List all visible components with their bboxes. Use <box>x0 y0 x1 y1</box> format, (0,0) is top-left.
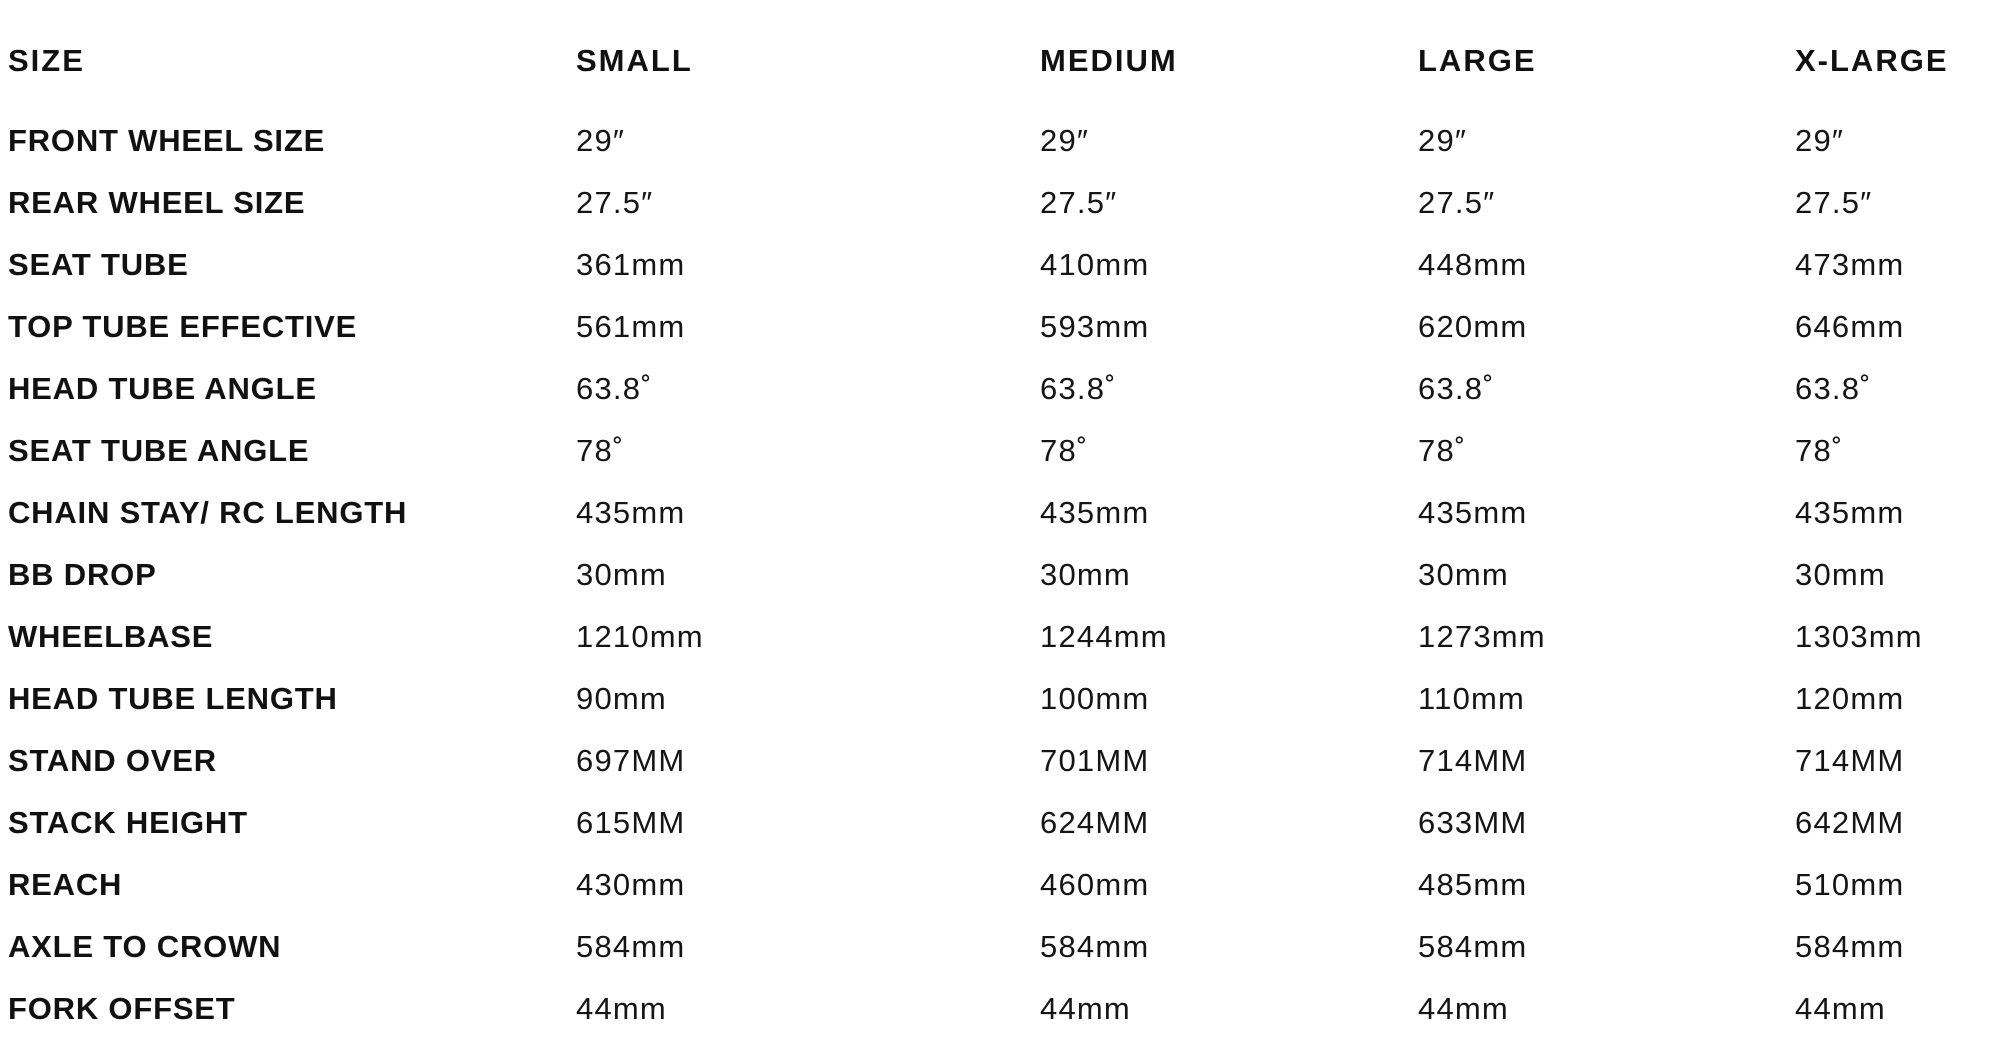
row-value: 435mm <box>1795 495 1905 530</box>
row-label: FORK OFFSET <box>8 991 236 1026</box>
row-value: 27.5″ <box>576 185 654 220</box>
table-row <box>8 488 1988 550</box>
table-row <box>8 550 1988 612</box>
row-value: 448mm <box>1418 247 1528 282</box>
row-value: 63.8˚ <box>1418 371 1495 406</box>
row-value: 44mm <box>1795 991 1886 1026</box>
row-label: WHEELBASE <box>8 619 214 654</box>
row-value: 646mm <box>1795 309 1905 344</box>
row-label: BB DROP <box>8 557 157 592</box>
header-small: SMALL <box>576 43 693 78</box>
table-row <box>8 364 1988 426</box>
row-value: 435mm <box>1040 495 1150 530</box>
row-value: 584mm <box>1795 929 1905 964</box>
row-value: 78˚ <box>1040 433 1089 468</box>
table-row <box>8 674 1988 736</box>
row-value: 120mm <box>1795 681 1905 716</box>
row-label: SEAT TUBE <box>8 247 189 282</box>
row-value: 30mm <box>576 557 667 592</box>
row-label: REAR WHEEL SIZE <box>8 185 306 220</box>
header-medium: MEDIUM <box>1040 43 1178 78</box>
row-value: 78˚ <box>1795 433 1844 468</box>
row-value: 435mm <box>1418 495 1528 530</box>
row-value: 44mm <box>576 991 667 1026</box>
row-label: REACH <box>8 867 123 902</box>
row-value: 29″ <box>1795 123 1845 158</box>
row-value: 697MM <box>576 743 686 778</box>
row-value: 63.8˚ <box>1040 371 1117 406</box>
row-value: 701MM <box>1040 743 1150 778</box>
row-label: SEAT TUBE ANGLE <box>8 433 310 468</box>
row-label: CHAIN STAY/ RC LENGTH <box>8 495 408 530</box>
row-value: 620mm <box>1418 309 1528 344</box>
row-value: 30mm <box>1795 557 1886 592</box>
row-label: TOP TUBE EFFECTIVE <box>8 309 358 344</box>
row-value: 1244mm <box>1040 619 1168 654</box>
row-value: 361mm <box>576 247 686 282</box>
geometry-table <box>8 36 1988 1046</box>
row-value: 1210mm <box>576 619 704 654</box>
row-label: HEAD TUBE LENGTH <box>8 681 338 716</box>
row-value: 510mm <box>1795 867 1905 902</box>
row-value: 430mm <box>576 867 686 902</box>
table-row <box>8 302 1988 364</box>
row-value: 615MM <box>576 805 686 840</box>
row-value: 410mm <box>1040 247 1150 282</box>
row-label: AXLE TO CROWN <box>8 929 282 964</box>
row-value: 29″ <box>1040 123 1090 158</box>
row-value: 593mm <box>1040 309 1150 344</box>
row-value: 1273mm <box>1418 619 1546 654</box>
row-value: 27.5″ <box>1418 185 1496 220</box>
table-row <box>8 612 1988 674</box>
row-value: 100mm <box>1040 681 1150 716</box>
row-value: 485mm <box>1418 867 1528 902</box>
row-value: 460mm <box>1040 867 1150 902</box>
row-value: 44mm <box>1040 991 1131 1026</box>
row-value: 63.8˚ <box>1795 371 1872 406</box>
row-value: 435mm <box>576 495 686 530</box>
table-row <box>8 922 1988 984</box>
row-value: 78˚ <box>576 433 625 468</box>
row-value: 27.5″ <box>1040 185 1118 220</box>
row-value: 642MM <box>1795 805 1905 840</box>
row-value: 1303mm <box>1795 619 1923 654</box>
row-value: 110mm <box>1418 681 1526 716</box>
row-value: 624MM <box>1040 805 1150 840</box>
row-value: 29″ <box>1418 123 1468 158</box>
row-value: 29″ <box>576 123 626 158</box>
row-value: 714MM <box>1795 743 1905 778</box>
header-size-label: SIZE <box>8 43 85 78</box>
table-body <box>8 116 1988 1046</box>
table-row <box>8 240 1988 302</box>
table-row <box>8 798 1988 860</box>
row-value: 78˚ <box>1418 433 1467 468</box>
row-label: HEAD TUBE ANGLE <box>8 371 317 406</box>
table-header-row <box>8 36 1988 116</box>
table-row <box>8 984 1988 1046</box>
row-value: 584mm <box>1418 929 1528 964</box>
row-label: FRONT WHEEL SIZE <box>8 123 326 158</box>
row-label: STAND OVER <box>8 743 217 778</box>
table-row <box>8 736 1988 798</box>
row-label: STACK HEIGHT <box>8 805 248 840</box>
table-row <box>8 178 1988 240</box>
row-value: 714MM <box>1418 743 1528 778</box>
row-value: 44mm <box>1418 991 1509 1026</box>
header-x-large: X-LARGE <box>1795 43 1949 78</box>
row-value: 561mm <box>576 309 686 344</box>
row-value: 27.5″ <box>1795 185 1873 220</box>
row-value: 633MM <box>1418 805 1528 840</box>
row-value: 63.8˚ <box>576 371 653 406</box>
row-value: 90mm <box>576 681 667 716</box>
row-value: 584mm <box>1040 929 1150 964</box>
row-value: 584mm <box>576 929 686 964</box>
table-row <box>8 426 1988 488</box>
table-row <box>8 116 1988 178</box>
row-value: 30mm <box>1418 557 1509 592</box>
row-value: 30mm <box>1040 557 1131 592</box>
row-value: 473mm <box>1795 247 1905 282</box>
header-large: LARGE <box>1418 43 1537 78</box>
table-row <box>8 860 1988 922</box>
